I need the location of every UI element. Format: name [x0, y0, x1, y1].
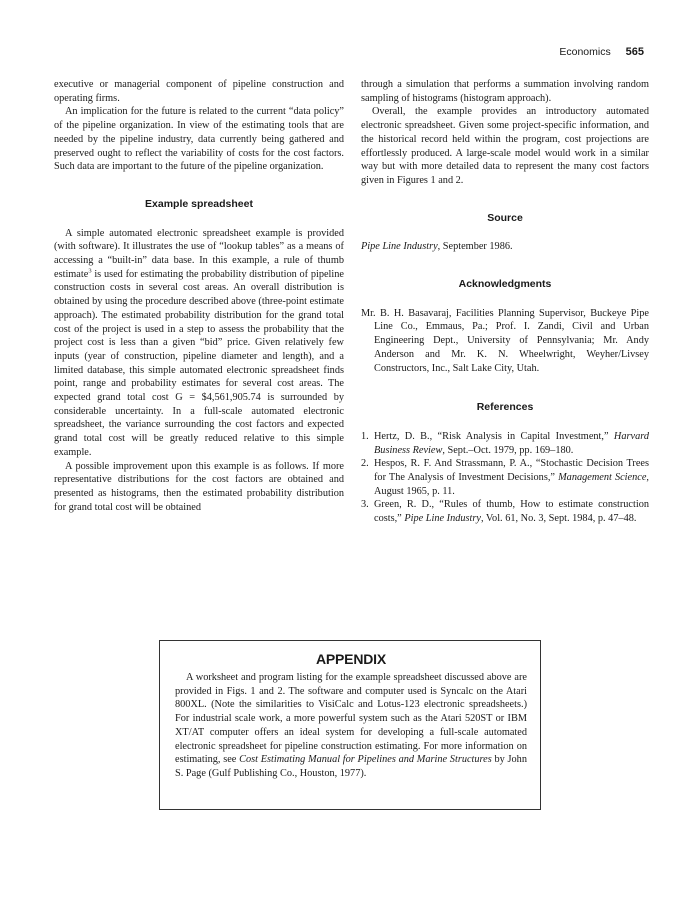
reference-text: , August 1965, p. 11.	[374, 472, 649, 497]
reference-item	[361, 457, 649, 498]
paragraph: through a simulation that performs a summation involving random sampling of histograms (histogram approach).	[361, 79, 649, 104]
paragraph-text: is used for estimating the probability distribution of pipeline construction costs in several cost areas. An overall distribution is obtained by using the procedure described above (three-point estimate approach). The estimated probability distribution for the grand total cost of the project is used in a step to assess the probability that the project cost is less than a given “bid” price. Given relatively few inputs (year of construction, pipeline diameter and length), and a limited database, this simple automated electronic spreadsheet finds point, range and probability estimates for several cost areas. The expected grand total cost G = $4,561,905.74 is surrounded by considerable uncertainty. In a full-scale automated electronic spreadsheet, the variance surrounding the cost factors and expected grand total cost will be greatly reduced relative to this simple example.	[54, 268, 344, 458]
reference-number: 1.	[361, 430, 369, 442]
heading-references: References	[476, 401, 534, 414]
page-number: 565	[625, 46, 644, 58]
paragraph	[54, 227, 344, 460]
footnote-marker: 3	[88, 267, 92, 275]
reference-journal: Management Science	[558, 472, 647, 484]
paragraph-text: A simple automated electronic spreadsheet example is provided (with software). It illustrates the use of “lookup tables” as a means of accessing a “built-in” data base. In this example, a rule of thumb estimate	[54, 227, 344, 280]
appendix-text-part: by John S. Page (Gulf Publishing Co., Houston, 1977).	[175, 754, 527, 779]
source-citation	[361, 240, 649, 254]
paragraph: A possible improvement upon this example is as follows. If more representative distributions for the cost factors are obtained and presented as histograms, then the estimated probability distribution for grand total cost will be obtained	[54, 460, 344, 513]
appendix-text-part: A worksheet and program listing for the example spreadsheet discussed above are provided in Figs. 1 and 2. The software and computer used is Syncalc on the Atari 800XL. (Note the similarities to VisiCalc and Lotus-123 electronic spreadsheets.) For industrial scale work, a more powerful system such as the Atari 520ST or IBM XT/AT computer offers an ideal system for developing a full-scale automated electronic spreadsheet for pipeline construction estimating. For more information on estimating, see	[175, 672, 527, 766]
reference-number: 2.	[361, 458, 369, 470]
reference-journal: Harvard Business Review	[374, 430, 649, 456]
heading-example-spreadsheet: Example spreadsheet	[145, 197, 253, 210]
right-column	[361, 78, 649, 526]
running-header	[559, 46, 644, 58]
left-column	[54, 78, 344, 514]
paragraph: An implication for the future is related to the current “data policy” of the pipeline organization. In view of the estimating tools that are needed by the pipeline industry, data currently being gathered and preserved ought to reflect the variability of costs for the cost factors. Such data are important to the future of the pipeline organization.	[54, 106, 344, 173]
appendix-text	[175, 671, 527, 781]
appendix-title: APPENDIX	[316, 651, 386, 667]
acknowledgments-text: Mr. B. H. Basavaraj, Facilities Planning Supervisor, Buckeye Pipe Line Co., Emmaus, Pa.; Prof. I. Zandi, Civil and Urban Engineering Dept., University of Pennsylvania; Mr. Andy Anderson and Mr. K. N. Wheelwright, Weyher/Livsey Constructors, Inc., Salt Lake City, Utah.	[361, 307, 649, 374]
reference-text: , Sept.–Oct. 1979, pp. 169–180.	[442, 444, 574, 456]
appendix-box	[159, 640, 541, 810]
reference-text: Green, R. D., “Rules of thumb, How to estimate construction costs,”	[374, 499, 649, 525]
heading-acknowledgments: Acknowledgments	[458, 278, 552, 291]
reference-text: , Vol. 61, No. 3, Sept. 1984, p. 47–48.	[480, 513, 637, 525]
paragraph: executive or managerial component of pipeline construction and operating firms.	[54, 79, 344, 104]
reference-journal: Pipe Line Industry	[404, 513, 481, 525]
reference-item	[361, 430, 649, 457]
section-name: Economics	[559, 46, 611, 58]
appendix-book-title: Cost Estimating Manual for Pipelines and Marine Structures	[239, 754, 492, 766]
source-title: Pipe Line Industry	[361, 241, 438, 253]
source-date: , September 1986.	[437, 241, 513, 253]
reference-text: Hertz, D. B., “Risk Analysis in Capital Investment,”	[374, 430, 614, 442]
reference-text: Hespos, R. F. And Strassmann, P. A., “Stochastic Decision Trees for The Analysis of Investment Decisions,”	[374, 458, 649, 484]
reference-number: 3.	[361, 499, 369, 511]
paragraph: Overall, the example provides an introductory automated electronic spreadsheet. Given some project-specific information, and the historical record held within the program, cost projections are effortlessly produced. A large-scale model would work in a similar way but with more detailed data to represent the many cost factors given in Figures 1 and 2.	[361, 106, 649, 186]
reference-item	[361, 498, 649, 525]
heading-source: Source	[487, 211, 523, 224]
references-list	[361, 430, 649, 526]
